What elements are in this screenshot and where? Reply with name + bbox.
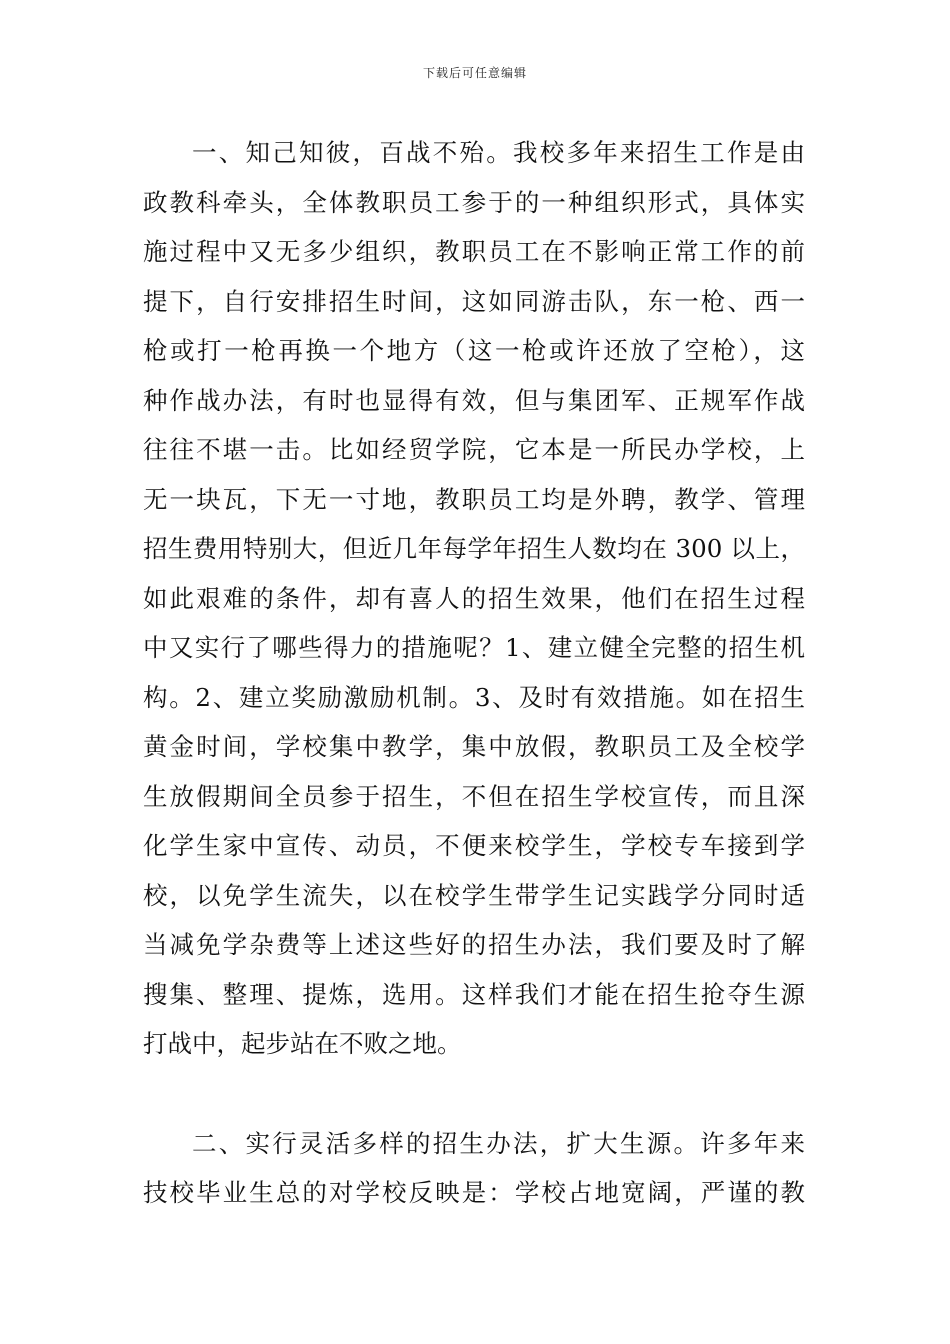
text-line: 政教科牵头，全体教职员工参于的一种组织形式，具体实 bbox=[143, 187, 805, 217]
text-line: 中又实行了哪些得力的措施呢？1、建立健全完整的招生机 bbox=[143, 633, 805, 662]
text-line: 二、实行灵活多样的招生办法，扩大生源。许多年来 bbox=[192, 1128, 805, 1158]
text-line: 施过程中又无多少组织，教职员工在不影响正常工作的前 bbox=[143, 237, 805, 266]
text-line: 校，以免学生流失，以在校学生带学生记实践学分同时适 bbox=[143, 880, 805, 910]
text-line: 黄金时间，学校集中教学，集中放假，教职员工及全校学 bbox=[143, 732, 805, 761]
text-line: 构。2、建立奖励激励机制。3、及时有效措施。如在招生 bbox=[143, 682, 805, 712]
text-line: 生放假期间全员参于招生，不但在招生学校宣传，而且深 bbox=[143, 781, 805, 811]
text-line: 化学生家中宣传、动员，不便来校学生，学校专车接到学 bbox=[143, 831, 805, 860]
paragraph-2 bbox=[143, 1119, 805, 1218]
document-body bbox=[143, 128, 805, 1218]
text-line: 技校毕业生总的对学校反映是：学校占地宽阔，严谨的教 bbox=[143, 1178, 805, 1207]
text-line: 如此艰难的条件，却有喜人的招生效果，他们在招生过程 bbox=[143, 583, 805, 613]
text-line: 提下，自行安排招生时间，这如同游击队，东一枪、西一 bbox=[143, 286, 805, 316]
text-line: 招生费用特别大，但近几年每学年招生人数均在 300 以上， bbox=[143, 534, 805, 563]
text-line: 搜集、整理、提炼，选用。这样我们才能在招生抢夺生源 bbox=[143, 979, 805, 1009]
paragraph-1 bbox=[143, 128, 805, 1069]
text-line: 往往不堪一击。比如经贸学院，它本是一所民办学校，上 bbox=[143, 435, 805, 464]
text-line: 种作战办法，有时也显得有效，但与集团军、正规军作战 bbox=[143, 385, 805, 415]
text-line: 枪或打一枪再换一个地方（这一枪或许还放了空枪），这 bbox=[143, 336, 805, 365]
text-line: 无一块瓦，下无一寸地，教职员工均是外聘，教学、管理 bbox=[143, 484, 805, 514]
text-line: 打战中，起步站在不败之地。 bbox=[143, 1029, 462, 1058]
paragraph-spacer bbox=[143, 1069, 805, 1119]
text-line: 一、知己知彼，百战不殆。我校多年来招生工作是由 bbox=[192, 138, 805, 167]
text-line: 当减免学杂费等上述这些好的招生办法，我们要及时了解 bbox=[143, 930, 805, 959]
page-header-note: 下载后可任意编辑 bbox=[422, 66, 527, 80]
